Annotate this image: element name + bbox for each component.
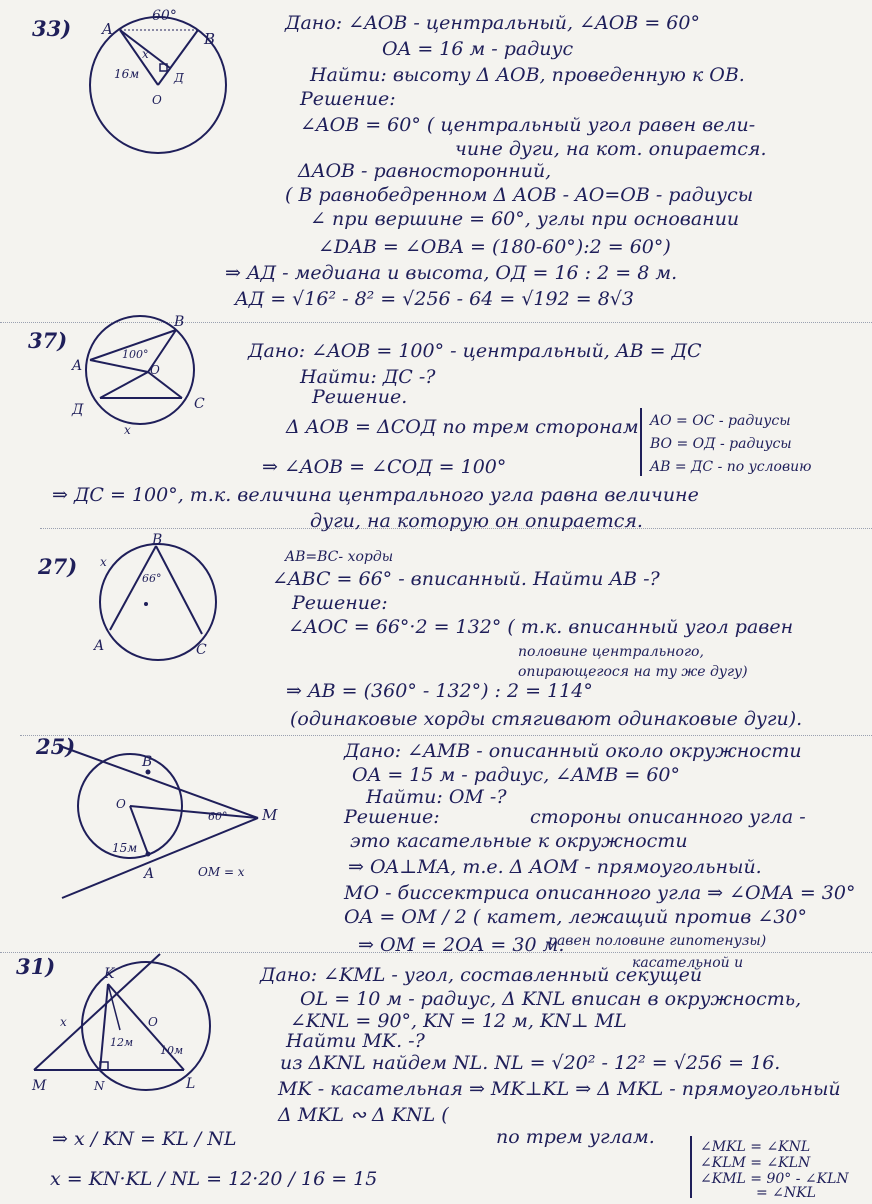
text-line: равен половине гипотенузы) <box>548 933 767 949</box>
point-a-label: A <box>102 20 113 38</box>
separator-line <box>20 735 872 736</box>
problem-number: 27) <box>38 554 78 579</box>
text-line: Δ MKL ∾ Δ KNL ( <box>278 1104 449 1126</box>
text-line: OA = OM / 2 ( катет, лежащий против ∠30° <box>344 906 808 928</box>
text-line: Решение: <box>300 88 396 110</box>
point-a-label: A <box>72 358 83 374</box>
height-label: x <box>142 47 149 61</box>
text-line: Решение: <box>344 806 440 828</box>
point-o-label: O <box>116 797 126 811</box>
point-b-label: B <box>142 754 153 770</box>
angle-label: 100° <box>122 348 149 361</box>
point-b-label: B <box>174 314 185 330</box>
point-c-label: C <box>194 396 205 412</box>
text-line: ⇒ OA⊥MA, т.е. Δ AOM - прямоугольный. <box>348 856 762 878</box>
point-o-label: O <box>148 1015 158 1029</box>
text-line: AB=BC- хорды <box>285 549 394 565</box>
point-b-label: B <box>152 532 163 548</box>
text-line: ∠ при вершине = 60°, углы при основании <box>310 208 740 230</box>
point-o-label: O <box>152 93 162 107</box>
angle-label: 60° <box>208 810 228 823</box>
text-line: x = KN·KL / NL = 12·20 / 16 = 15 <box>50 1168 378 1190</box>
figure-25 <box>60 740 340 910</box>
problem-number: 37) <box>28 328 68 353</box>
bracket-line: ∠KLM = ∠KLN <box>700 1155 811 1171</box>
text-line: по трем углам. <box>496 1126 655 1148</box>
problem-number: 33) <box>32 16 72 41</box>
text-line: ⇒ AД - медиана и высота, OД = 16 : 2 = 8 м. <box>225 262 678 284</box>
text-line: из ΔKNL найдем NL. NL = √20² - 12² = √256 = 16. <box>280 1052 781 1074</box>
text-line: Найти: OM -? <box>366 786 507 808</box>
text-line: ΔAOB - равносторонний, <box>298 160 552 182</box>
text-line: половине центрального, <box>518 644 704 660</box>
text-line: ∠DAB = ∠OBA = (180-60°):2 = 60°) <box>318 236 671 258</box>
text-line: это касательные к окружности <box>350 830 688 852</box>
arc-label: 60° <box>152 8 177 24</box>
text-line: опирающегося на ту же дугу) <box>518 664 748 680</box>
text-line: стороны описанного угла - <box>530 806 806 828</box>
bracket-line: ∠MKL = ∠KNL <box>700 1139 811 1155</box>
text-line: ∠AOB = 60° ( центральный угол равен вели- <box>300 114 756 136</box>
point-a-label: A <box>144 866 155 882</box>
arc-x-label: x <box>124 423 131 437</box>
point-l-label: L <box>186 1076 196 1092</box>
radius-label: 10м <box>160 1044 184 1057</box>
angle-label: 66° <box>142 572 162 585</box>
text-line: Решение: <box>292 592 388 614</box>
text-line: Найти: высоту Δ AOB, проведенную к OB. <box>310 64 745 86</box>
figure-27 <box>90 530 240 670</box>
om-label: OM = x <box>198 865 245 879</box>
bracket-line: AB = ДC - по условию <box>650 459 812 475</box>
text-line: MO - биссектриса описанного угла ⇒ ∠OMA = 30° <box>344 882 856 904</box>
brace <box>640 408 642 476</box>
text-line: Дано: ∠KML - угол, составленный секущей <box>260 964 703 986</box>
point-d-label: Д <box>174 71 184 85</box>
radius-label: 16м <box>114 67 140 81</box>
text-line: Δ AOB = ΔCOД по трем сторонам <box>286 416 639 438</box>
text-line: MK - касательная ⇒ MK⊥KL ⇒ Δ MKL - прямоугольный <box>278 1078 841 1100</box>
text-line: ⇒ ДC = 100°, т.к. величина центрального угла равна величине <box>52 484 699 506</box>
bracket-line: BO = OД - радиусы <box>650 436 792 452</box>
figure-31 <box>20 950 250 1100</box>
text-line: OA = 16 м - радиус <box>382 38 574 60</box>
text-line: дуги, на которую он опирается. <box>310 510 643 532</box>
text-line: Дано: ∠AOB = 100° - центральный, AB = ДC <box>248 340 702 362</box>
point-n-label: N <box>94 1079 105 1093</box>
text-line: касательной и <box>632 955 744 971</box>
text-line: Найти MK. -? <box>286 1030 425 1052</box>
text-line: ∠AOC = 66°·2 = 132° ( т.к. вписанный угол равен <box>288 616 794 638</box>
text-line: ∠ABC = 66° - вписанный. Найти AB -? <box>272 568 660 590</box>
point-c-label: C <box>196 642 207 658</box>
brace <box>690 1136 692 1198</box>
text-line: чине дуги, на кот. опирается. <box>455 138 767 160</box>
arc-x-label: x <box>100 555 107 569</box>
kn-label: 12м <box>110 1036 134 1049</box>
text-line: OA = 15 м - радиус, ∠AMB = 60° <box>352 764 681 786</box>
text-line: AД = √16² - 8² = √256 - 64 = √192 = 8√3 <box>235 288 634 310</box>
point-o-label: O <box>150 363 160 377</box>
text-line: (одинаковые хорды стягивают одинаковые дуги). <box>290 708 803 730</box>
bracket-line: ∠KML = 90° - ∠KLN <box>700 1171 849 1187</box>
problem-number: 31) <box>16 954 56 979</box>
point-m-label: M <box>32 1078 47 1094</box>
figure-33 <box>80 0 260 180</box>
bracket-line: = ∠NKL <box>756 1185 816 1201</box>
point-a-label: A <box>94 638 105 654</box>
radius-label: 15м <box>112 841 138 855</box>
point-m-label: M <box>262 806 278 824</box>
point-b-label: B <box>204 30 216 48</box>
point-d-label: Д <box>72 402 84 418</box>
text-line: Найти: ДC -? <box>300 366 436 388</box>
point-k-label: K <box>104 966 115 982</box>
text-line: ⇒ AB = (360° - 132°) : 2 = 114° <box>286 680 593 702</box>
text-line: OL = 10 м - радиус, Δ KNL вписан в окружность, <box>300 988 802 1010</box>
tangent-x-label: x <box>60 1015 67 1029</box>
problem-number: 25) <box>36 734 76 759</box>
text-line: Дано: ∠AOB - центральный, ∠AOB = 60° <box>285 12 700 34</box>
figure-37 <box>70 312 250 437</box>
text-line: ( В равнобедренном Δ AOB - AO=OB - радиусы <box>285 184 754 206</box>
text-line: ∠KNL = 90°, KN = 12 м, KN⊥ ML <box>290 1010 627 1032</box>
text-line: ⇒ OM = 2OA = 30 м. <box>358 934 565 956</box>
text-line: Дано: ∠AMB - описанный около окружности <box>344 740 802 762</box>
text-line: Решение. <box>312 386 408 408</box>
bracket-line: AO = OC - радиусы <box>650 413 791 429</box>
text-line: ⇒ x / KN = KL / NL <box>52 1128 237 1150</box>
text-line: ⇒ ∠AOB = ∠COД = 100° <box>262 456 507 478</box>
